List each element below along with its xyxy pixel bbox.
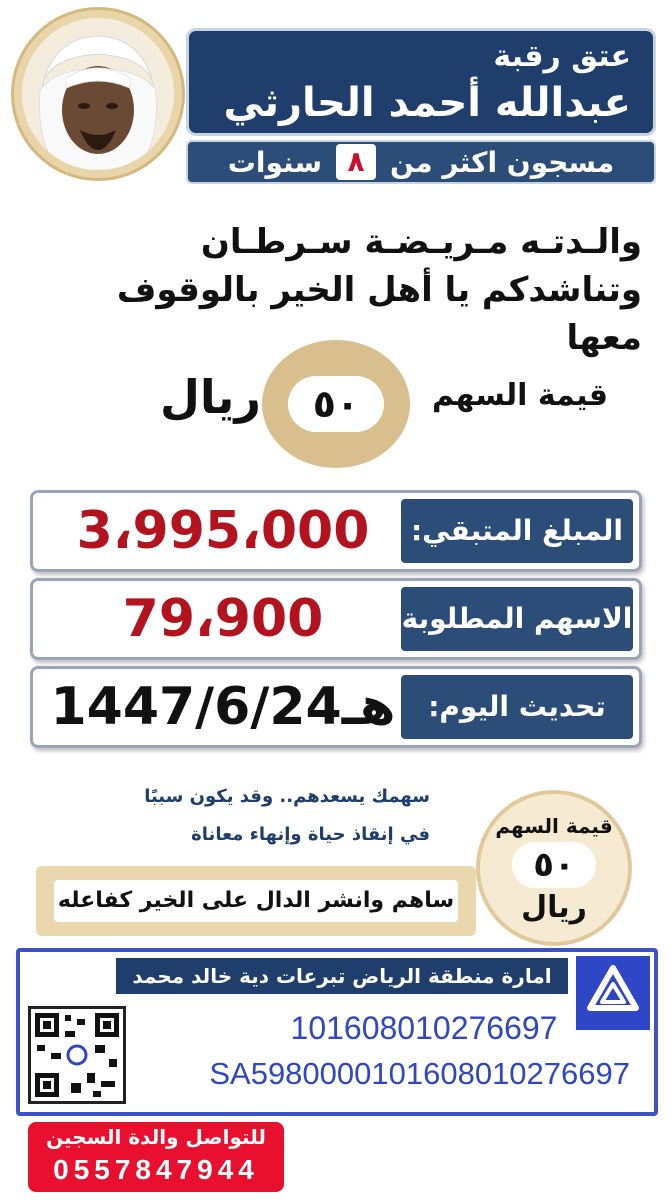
- share-badge: [476, 790, 632, 946]
- info-value: 1447/6/24هـ: [50, 677, 396, 737]
- slogan-line1: سهمك يسعدهم.. وقد يكون سببًا: [144, 786, 430, 807]
- contact-label: للتواصل والدة السجين: [46, 1125, 266, 1149]
- sentence-prefix: مسجون اكثر من: [390, 145, 615, 179]
- appeal-line2: وتناشدكم يا أهل الخير بالوقوف معها: [116, 270, 642, 358]
- share-circle: [262, 340, 410, 468]
- prisoner-photo: [14, 10, 182, 178]
- contact-box[interactable]: [28, 1122, 284, 1192]
- qr-code-icon[interactable]: [28, 1006, 126, 1104]
- info-label: الاسهم المطلوبة: [401, 587, 633, 651]
- sentence-suffix: سنوات: [227, 145, 323, 179]
- info-value: 3،995،000: [76, 501, 370, 561]
- account-number: 101608010276697: [290, 1010, 558, 1046]
- bank-details: [16, 948, 658, 1116]
- badge-value: ٥٠: [512, 842, 596, 888]
- bank-title: امارة منطقة الرياض تبرعات دية خالد محمد: [116, 958, 568, 994]
- years-badge: ٨: [336, 144, 376, 180]
- header-banner: [186, 28, 656, 136]
- badge-currency: ريال: [521, 890, 587, 925]
- prisoner-name: عبدالله أحمد الحارثي: [223, 80, 631, 126]
- share-currency: ريال: [160, 370, 261, 424]
- share-value: ٥٠: [288, 376, 384, 432]
- info-label: تحديث اليوم:: [401, 675, 633, 739]
- slogan: [80, 778, 430, 854]
- info-row-shares: [30, 578, 642, 660]
- header-line1: عتق رقبة: [493, 39, 631, 74]
- badge-label: قيمة السهم: [495, 814, 613, 838]
- contact-phone[interactable]: 0557847944: [53, 1154, 259, 1185]
- info-row-updated: [30, 666, 642, 748]
- appeal-line1: والـدتـه مـريـضـة سـرطـان: [200, 222, 642, 262]
- sentence-bar: [186, 140, 656, 184]
- info-row-remaining: [30, 490, 642, 572]
- info-label: المبلغ المتبقي:: [401, 499, 633, 563]
- promo-text: ساهم وانشر الدال على الخير كفاعله: [54, 880, 458, 922]
- iban-number: SA5980000101608010276697: [209, 1056, 630, 1091]
- info-value: 79،900: [122, 589, 324, 649]
- slogan-line2: في إنقاذ حياة وإنهاء معاناة: [191, 824, 430, 845]
- share-label: قيمة السهم: [432, 378, 609, 413]
- promo-bar: [36, 866, 476, 936]
